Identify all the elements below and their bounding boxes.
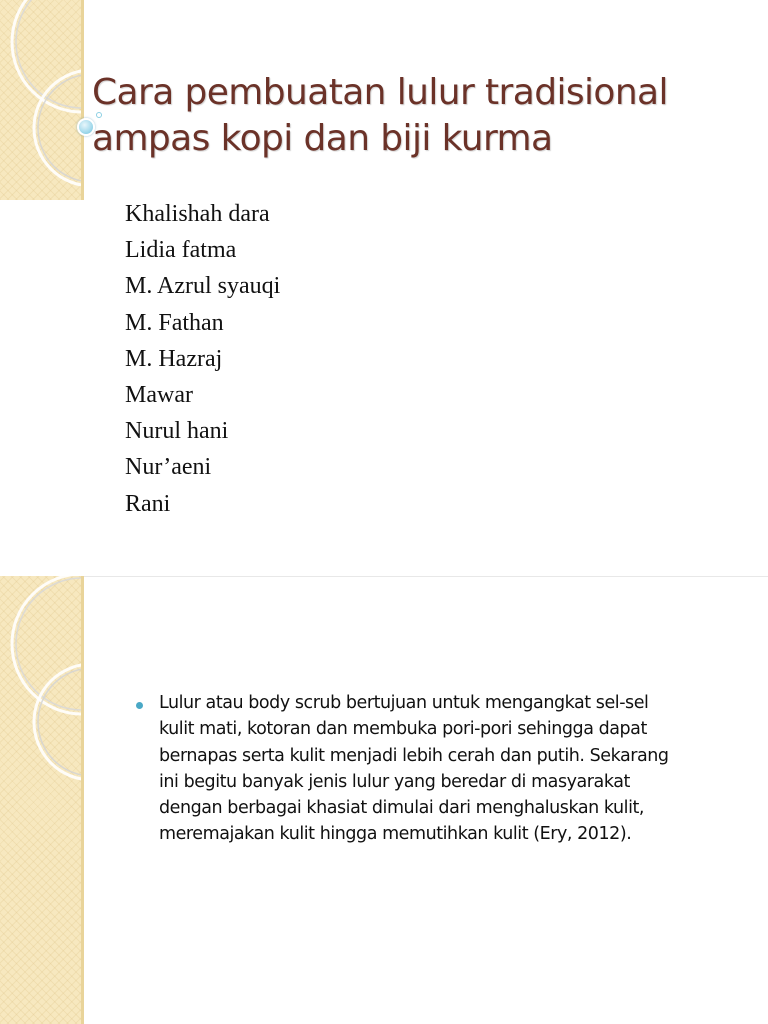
decorative-arcs xyxy=(0,0,84,200)
decorative-arcs xyxy=(0,576,84,1024)
band-edge xyxy=(81,576,84,1024)
bullet-line: bernapas serta kulit menjadi lebih cerah dan putih. Sekarang xyxy=(159,745,669,766)
member-name: M. Azrul syauqi xyxy=(125,273,281,300)
slide-divider xyxy=(0,576,768,577)
member-name: M. Hazraj xyxy=(125,345,223,372)
bullet-line: meremajakan kulit hingga memutihkan kulit (Ery, 2012). xyxy=(159,824,632,845)
member-name: Rani xyxy=(125,490,171,517)
slide-title xyxy=(92,70,752,162)
title-line: Cara pembuatan lulur tradisional xyxy=(92,72,668,113)
member-name: Khalishah dara xyxy=(125,201,270,227)
bullet-dot-icon xyxy=(136,702,143,709)
bullet-line: kulit mati, kotoran dan membuka pori-pori sehingga dapat xyxy=(159,719,647,740)
member-name: M. Fathan xyxy=(125,309,224,336)
member-list xyxy=(125,196,280,522)
decorative-side-band xyxy=(0,0,84,200)
member-name: Nurul hani xyxy=(125,418,229,445)
title-line: ampas kopi dan biji kurma xyxy=(92,118,553,159)
band-edge xyxy=(81,0,84,200)
bullet-text xyxy=(159,690,669,848)
decorative-side-band xyxy=(0,576,84,1024)
bullet-line: ini begitu banyak jenis lulur yang beredar di masyarakat xyxy=(159,771,630,792)
member-name: Mawar xyxy=(125,382,193,409)
bullet-paragraph xyxy=(136,690,736,848)
member-name: Lidia fatma xyxy=(125,237,237,264)
bullet-line: dengan berbagai khasiat dimulai dari menghaluskan kulit, xyxy=(159,798,645,819)
bullet-line: Lulur atau body scrub bertujuan untuk mengangkat sel-sel xyxy=(159,693,649,713)
member-name: Nur’aeni xyxy=(125,454,212,481)
